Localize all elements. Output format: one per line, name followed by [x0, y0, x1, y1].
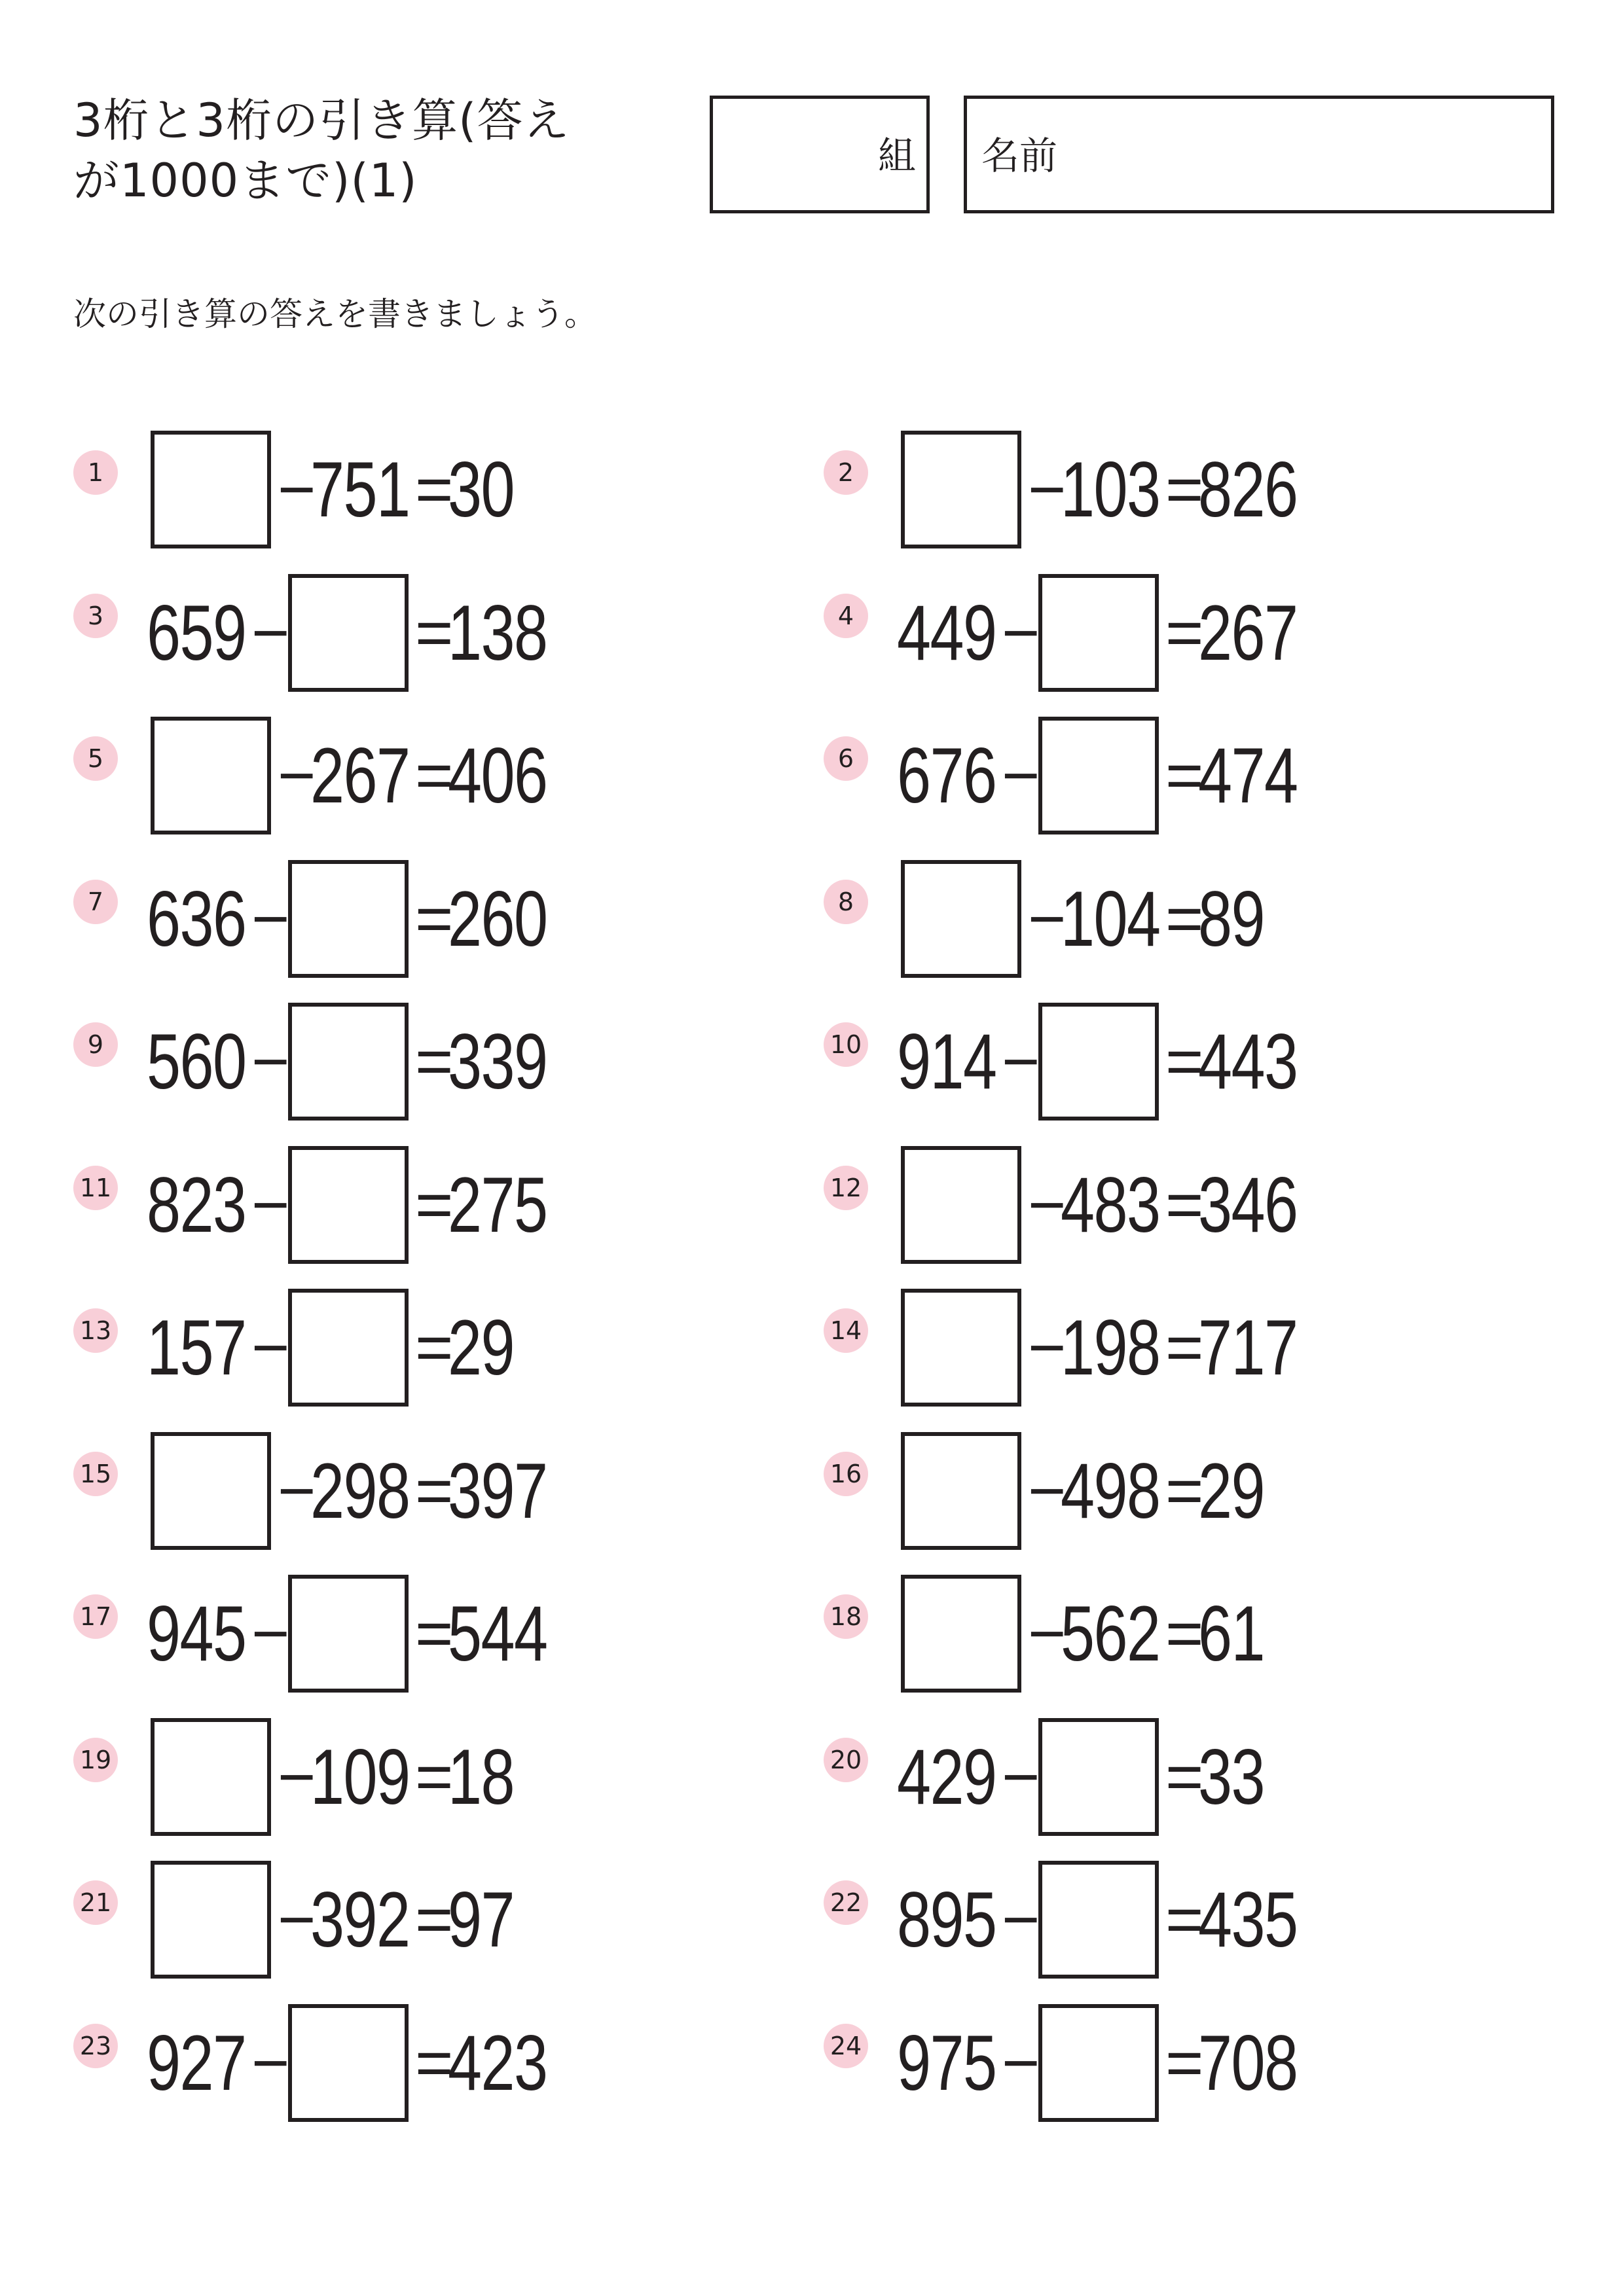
answer-box[interactable] [901, 431, 1021, 548]
subtrahend: 103 [1061, 446, 1160, 533]
answer-box[interactable] [1038, 1718, 1159, 1836]
minuend: 429 [897, 1732, 996, 1821]
problem-item [824, 2004, 1518, 2122]
equation [147, 1861, 532, 1979]
difference: 260 [448, 874, 547, 963]
problem-item [73, 1432, 767, 1550]
problem-number-badge: 7 [73, 880, 118, 924]
equation [147, 2004, 575, 2122]
answer-box[interactable] [1038, 574, 1159, 692]
difference: 474 [1198, 732, 1298, 819]
problem-number-badge: 13 [73, 1308, 118, 1353]
equals-sign: = [415, 1025, 452, 1098]
minuend: 659 [147, 588, 246, 677]
minus-sign: − [278, 1454, 315, 1528]
instruction-text: 次の引き算の答えを書きましょう。 [73, 295, 597, 333]
equals-sign: = [1165, 882, 1203, 956]
answer-box[interactable] [288, 2004, 409, 2122]
problem-number-badge: 17 [73, 1594, 118, 1639]
minuend: 157 [147, 1304, 246, 1391]
equation [897, 860, 1283, 978]
problem-item [73, 1861, 767, 1979]
equation [147, 860, 575, 978]
problem-item [824, 1289, 1518, 1407]
problem-item [73, 2004, 767, 2122]
problem-item [824, 860, 1518, 978]
minuend: 676 [897, 732, 996, 819]
equation [897, 574, 1325, 692]
equation [897, 1003, 1325, 1121]
difference: 544 [448, 1590, 547, 1677]
minuend: 636 [147, 874, 246, 963]
difference: 397 [448, 1446, 547, 1535]
answer-box[interactable] [1038, 2004, 1159, 2122]
problem-item [73, 860, 767, 978]
answer-box[interactable] [288, 1146, 409, 1264]
problem-item [824, 717, 1518, 834]
problem-number-badge: 10 [824, 1022, 868, 1067]
worksheet-title [73, 90, 570, 211]
title-line-1: 3桁と3桁の引き算(答え [73, 94, 570, 147]
subtrahend: 751 [310, 446, 410, 533]
equation [147, 431, 532, 548]
problem-number-badge: 16 [824, 1452, 868, 1496]
equation [897, 1575, 1283, 1693]
answer-box[interactable] [1038, 1861, 1159, 1979]
minus-sign: − [1002, 1883, 1039, 1956]
problem-item [73, 717, 767, 834]
equals-sign: = [1165, 1883, 1203, 1956]
equals-sign: = [1165, 1597, 1203, 1670]
equation [897, 1289, 1325, 1407]
equation [147, 1432, 575, 1550]
minus-sign: − [278, 1883, 315, 1956]
equation [147, 1575, 575, 1693]
equation [147, 574, 575, 692]
problem-number-badge: 1 [73, 450, 118, 495]
difference: 30 [448, 446, 514, 533]
equation [147, 1289, 532, 1407]
problem-number-badge: 15 [73, 1452, 118, 1496]
problem-number-badge: 19 [73, 1738, 118, 1782]
answer-box[interactable] [901, 1146, 1021, 1264]
minuend: 945 [147, 1590, 246, 1677]
problem-number-badge: 8 [824, 880, 868, 924]
minus-sign: − [278, 453, 315, 526]
problem-number-badge: 21 [73, 1880, 118, 1925]
equals-sign: = [415, 1883, 452, 1956]
equals-sign: = [1165, 1168, 1203, 1242]
equation [897, 1861, 1325, 1979]
problem-number-badge: 23 [73, 2024, 118, 2068]
problem-item [824, 574, 1518, 692]
problem-item [824, 1003, 1518, 1121]
equals-sign: = [415, 739, 452, 812]
problem-item [824, 431, 1518, 548]
problem-number-badge: 2 [824, 450, 868, 495]
subtrahend: 483 [1061, 1160, 1160, 1249]
answer-box[interactable] [151, 431, 271, 548]
answer-box[interactable] [288, 860, 409, 978]
problem-number-badge: 6 [824, 736, 868, 781]
answer-box[interactable] [901, 860, 1021, 978]
equals-sign: = [1165, 1025, 1203, 1098]
minuend: 449 [897, 588, 996, 677]
problem-number-badge: 22 [824, 1880, 868, 1925]
answer-box[interactable] [151, 1861, 271, 1979]
equation [897, 1432, 1283, 1550]
difference: 61 [1198, 1590, 1264, 1677]
problem-number-badge: 3 [73, 594, 118, 638]
equation [147, 717, 575, 834]
problem-item [73, 1575, 767, 1693]
minus-sign: − [1028, 882, 1065, 956]
answer-box[interactable] [288, 1575, 409, 1693]
minuend: 975 [897, 2018, 996, 2107]
difference: 717 [1198, 1304, 1298, 1391]
minus-sign: − [251, 882, 289, 956]
equation [897, 1146, 1325, 1264]
minus-sign: − [1002, 739, 1039, 812]
subtrahend: 498 [1061, 1446, 1160, 1535]
equals-sign: = [415, 596, 452, 670]
minuend: 914 [897, 1018, 996, 1105]
difference: 435 [1198, 1876, 1298, 1964]
minuend: 823 [147, 1160, 246, 1249]
subtrahend: 298 [310, 1446, 410, 1535]
difference: 346 [1198, 1160, 1298, 1249]
subtrahend: 392 [310, 1876, 410, 1964]
equation [147, 1146, 575, 1264]
equals-sign: = [415, 2026, 452, 2100]
equals-sign: = [415, 1168, 452, 1242]
minus-sign: − [278, 1740, 315, 1814]
subtrahend: 562 [1061, 1590, 1160, 1677]
problem-number-badge: 12 [824, 1166, 868, 1210]
equals-sign: = [415, 1597, 452, 1670]
answer-box[interactable] [288, 1289, 409, 1407]
difference: 708 [1198, 2018, 1298, 2107]
minuend: 895 [897, 1876, 996, 1964]
problem-item [824, 1432, 1518, 1550]
equation [897, 717, 1325, 834]
title-line-2: が1000まで)(1) [73, 154, 418, 207]
minuend: 927 [147, 2018, 246, 2107]
equals-sign: = [415, 1311, 452, 1384]
difference: 339 [448, 1018, 547, 1105]
subtrahend: 198 [1061, 1304, 1160, 1391]
answer-box[interactable] [1038, 717, 1159, 834]
equals-sign: = [1165, 2026, 1203, 2100]
equals-sign: = [1165, 596, 1203, 670]
minus-sign: − [1028, 453, 1065, 526]
class-field[interactable] [710, 96, 930, 213]
equation [147, 1003, 575, 1121]
equation [897, 2004, 1325, 2122]
minus-sign: − [251, 596, 289, 670]
equals-sign: = [1165, 739, 1203, 812]
difference: 18 [448, 1732, 514, 1821]
difference: 826 [1198, 446, 1298, 533]
equals-sign: = [1165, 453, 1203, 526]
problem-number-badge: 14 [824, 1308, 868, 1353]
equals-sign: = [1165, 1454, 1203, 1528]
difference: 29 [448, 1304, 514, 1391]
problem-item [73, 1718, 767, 1836]
problem-number-badge: 5 [73, 736, 118, 781]
minus-sign: − [251, 2026, 289, 2100]
equals-sign: = [415, 453, 452, 526]
difference: 443 [1198, 1018, 1298, 1105]
problem-item [73, 574, 767, 692]
answer-box[interactable] [151, 1432, 271, 1550]
difference: 275 [448, 1160, 547, 1249]
subtrahend: 104 [1061, 874, 1160, 963]
answer-box[interactable] [1038, 1003, 1159, 1121]
equals-sign: = [415, 1740, 452, 1814]
minuend: 560 [147, 1018, 246, 1105]
equation [147, 1718, 532, 1836]
minus-sign: − [251, 1025, 289, 1098]
minus-sign: − [1002, 596, 1039, 670]
problem-item [73, 1289, 767, 1407]
minus-sign: − [1028, 1454, 1065, 1528]
minus-sign: − [1002, 2026, 1039, 2100]
minus-sign: − [1028, 1597, 1065, 1670]
equals-sign: = [415, 882, 452, 956]
minus-sign: − [1028, 1311, 1065, 1384]
difference: 138 [448, 588, 547, 677]
difference: 97 [448, 1876, 514, 1964]
problem-item [73, 431, 767, 548]
difference: 33 [1198, 1732, 1264, 1821]
problem-item [824, 1575, 1518, 1693]
answer-box[interactable] [901, 1289, 1021, 1407]
subtrahend: 267 [310, 732, 410, 819]
equation [897, 431, 1325, 548]
minus-sign: − [251, 1168, 289, 1242]
difference: 267 [1198, 588, 1298, 677]
equals-sign: = [1165, 1311, 1203, 1384]
subtrahend: 109 [310, 1732, 410, 1821]
answer-box[interactable] [288, 574, 409, 692]
equals-sign: = [415, 1454, 452, 1528]
problem-number-badge: 20 [824, 1738, 868, 1782]
problem-number-badge: 24 [824, 2024, 868, 2068]
minus-sign: − [1002, 1025, 1039, 1098]
minus-sign: − [251, 1311, 289, 1384]
difference: 89 [1198, 874, 1264, 963]
answer-box[interactable] [901, 1432, 1021, 1550]
problem-item [73, 1146, 767, 1264]
name-field[interactable] [964, 96, 1554, 213]
difference: 406 [448, 732, 547, 819]
minus-sign: − [251, 1597, 289, 1670]
difference: 423 [448, 2018, 547, 2107]
problem-item [73, 1003, 767, 1121]
difference: 29 [1198, 1446, 1264, 1535]
minus-sign: − [278, 739, 315, 812]
minus-sign: − [1028, 1168, 1065, 1242]
name-label: 名前 [981, 134, 1058, 178]
answer-box[interactable] [901, 1575, 1021, 1693]
problem-number-badge: 9 [73, 1022, 118, 1067]
problem-item [824, 1861, 1518, 1979]
answer-box[interactable] [151, 717, 271, 834]
problem-number-badge: 11 [73, 1166, 118, 1210]
answer-box[interactable] [288, 1003, 409, 1121]
equals-sign: = [1165, 1740, 1203, 1814]
equation [897, 1718, 1283, 1836]
problem-number-badge: 4 [824, 594, 868, 638]
answer-box[interactable] [151, 1718, 271, 1836]
class-label: 組 [877, 134, 916, 178]
problem-item [824, 1146, 1518, 1264]
problem-item [824, 1718, 1518, 1836]
problem-number-badge: 18 [824, 1594, 868, 1639]
minus-sign: − [1002, 1740, 1039, 1814]
